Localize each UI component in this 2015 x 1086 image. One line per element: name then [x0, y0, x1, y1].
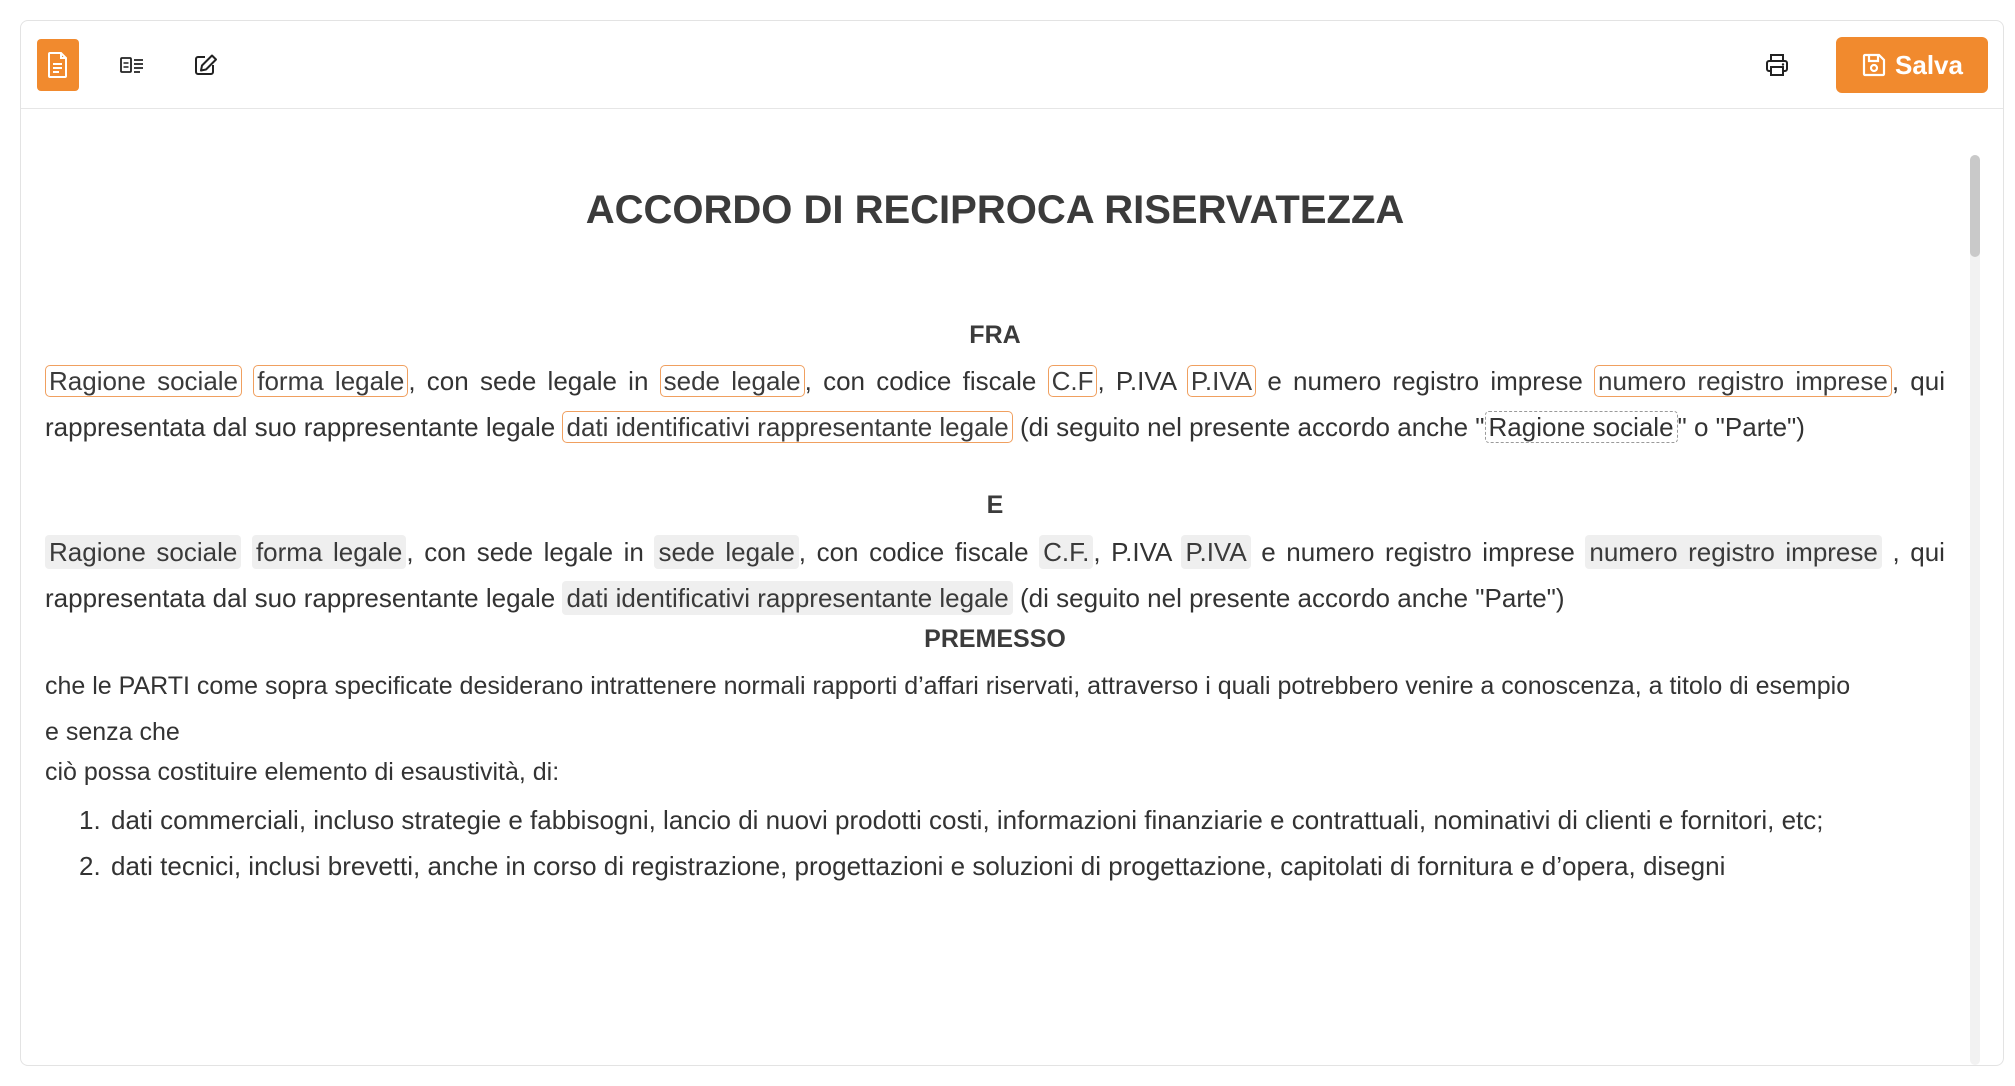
heading-fra: FRA: [969, 321, 1021, 349]
fields-view-button[interactable]: [111, 39, 153, 91]
list-item: [79, 797, 1935, 843]
field-cf[interactable]: C.F.: [1039, 535, 1093, 569]
list-item-text: dati commerciali, incluso strategie e fabbisogni, lancio di nuovi prodotti costi, informazioni finanziarie e contrattuali, nominativi di clienti e fornitori, etc;: [111, 805, 1824, 835]
printer-icon: [1764, 52, 1790, 78]
text-registro: e numero registro imprese: [1261, 537, 1575, 567]
text-end: " o "Parte"): [1677, 412, 1805, 442]
field-cf[interactable]: C.F: [1048, 365, 1098, 397]
document-view-button[interactable]: [37, 39, 79, 91]
document-icon: [46, 51, 70, 79]
premesso-paragraph-2: ciò possa costituire elemento di esaustività, di:: [45, 758, 560, 786]
field-sede-legale[interactable]: sede legale: [660, 365, 805, 397]
field-ragione-sociale[interactable]: Ragione sociale: [45, 535, 241, 569]
document-viewport[interactable]: [21, 109, 2003, 1065]
list-item-number: 1.: [79, 805, 101, 835]
party2-paragraph: [45, 529, 1945, 621]
save-button[interactable]: [1836, 37, 1988, 93]
toolbar: [21, 21, 2003, 109]
vertical-scrollbar[interactable]: [1970, 155, 1980, 1065]
text-end: (di seguito nel presente accordo anche "Parte"): [1020, 583, 1565, 613]
text-registro: e numero registro imprese: [1267, 366, 1583, 396]
party1-paragraph: [45, 358, 1945, 450]
text-piva: , P.IVA: [1097, 366, 1176, 396]
list-item-number: 2.: [79, 851, 101, 881]
save-button-label: Salva: [1895, 49, 1963, 80]
text-rappresentata: , qui rappresentata dal suo rappresentante legale: [45, 537, 1945, 613]
scrollbar-thumb[interactable]: [1970, 155, 1980, 257]
list-item-text: dati tecnici, inclusi brevetti, anche in corso di registrazione, progettazioni e soluzioni di progettazione, capitolati di fornitura e d’opera, disegni: [111, 851, 1726, 881]
field-forma-legale[interactable]: forma legale: [252, 535, 406, 569]
print-button[interactable]: [1756, 39, 1798, 91]
text-piva: , P.IVA: [1093, 537, 1171, 567]
editor-window: [20, 20, 2004, 1066]
text-cf: , con codice fiscale: [804, 366, 1037, 396]
field-piva[interactable]: P.IVA: [1187, 365, 1256, 397]
premesso-paragraph: che le PARTI come sopra specificate desiderano intrattenere normali rapporti d’affari riservati, attraverso i quali potrebbero venire a conoscenza, a titolo di esempio e senza che: [45, 672, 1851, 746]
field-dati-rappresentante[interactable]: dati identificativi rappresentante legale: [562, 411, 1012, 443]
field-dati-rappresentante[interactable]: dati identificativi rappresentante legale: [562, 581, 1012, 615]
edit-icon: [193, 53, 219, 77]
field-sede-legale[interactable]: sede legale: [654, 535, 798, 569]
heading-e: E: [986, 491, 1004, 519]
field-piva[interactable]: P.IVA: [1181, 535, 1250, 569]
text-cf: , con codice fiscale: [798, 537, 1029, 567]
premesso-list: [79, 797, 1935, 889]
text-rappresentata: , qui rappresentata dal suo rappresentante legale: [45, 366, 1945, 442]
field-ragione-sociale-ref[interactable]: Ragione sociale: [1485, 411, 1678, 443]
field-ragione-sociale[interactable]: Ragione sociale: [45, 365, 242, 397]
field-numero-registro[interactable]: numero registro imprese: [1585, 535, 1881, 569]
text-seguito: (di seguito nel presente accordo anche ": [1020, 412, 1485, 442]
field-forma-legale[interactable]: forma legale: [253, 365, 408, 397]
text-sede: , con sede legale in: [408, 366, 649, 396]
text-sede: , con sede legale in: [406, 537, 644, 567]
save-icon: [1861, 52, 1887, 78]
heading-premesso: PREMESSO: [924, 625, 1066, 653]
list-item: [79, 843, 1935, 889]
form-fields-icon: [119, 55, 145, 75]
field-numero-registro[interactable]: numero registro imprese: [1594, 365, 1892, 397]
edit-mode-button[interactable]: [185, 39, 227, 91]
document-title: ACCORDO DI RECIPROCA RISERVATEZZA: [585, 188, 1405, 232]
